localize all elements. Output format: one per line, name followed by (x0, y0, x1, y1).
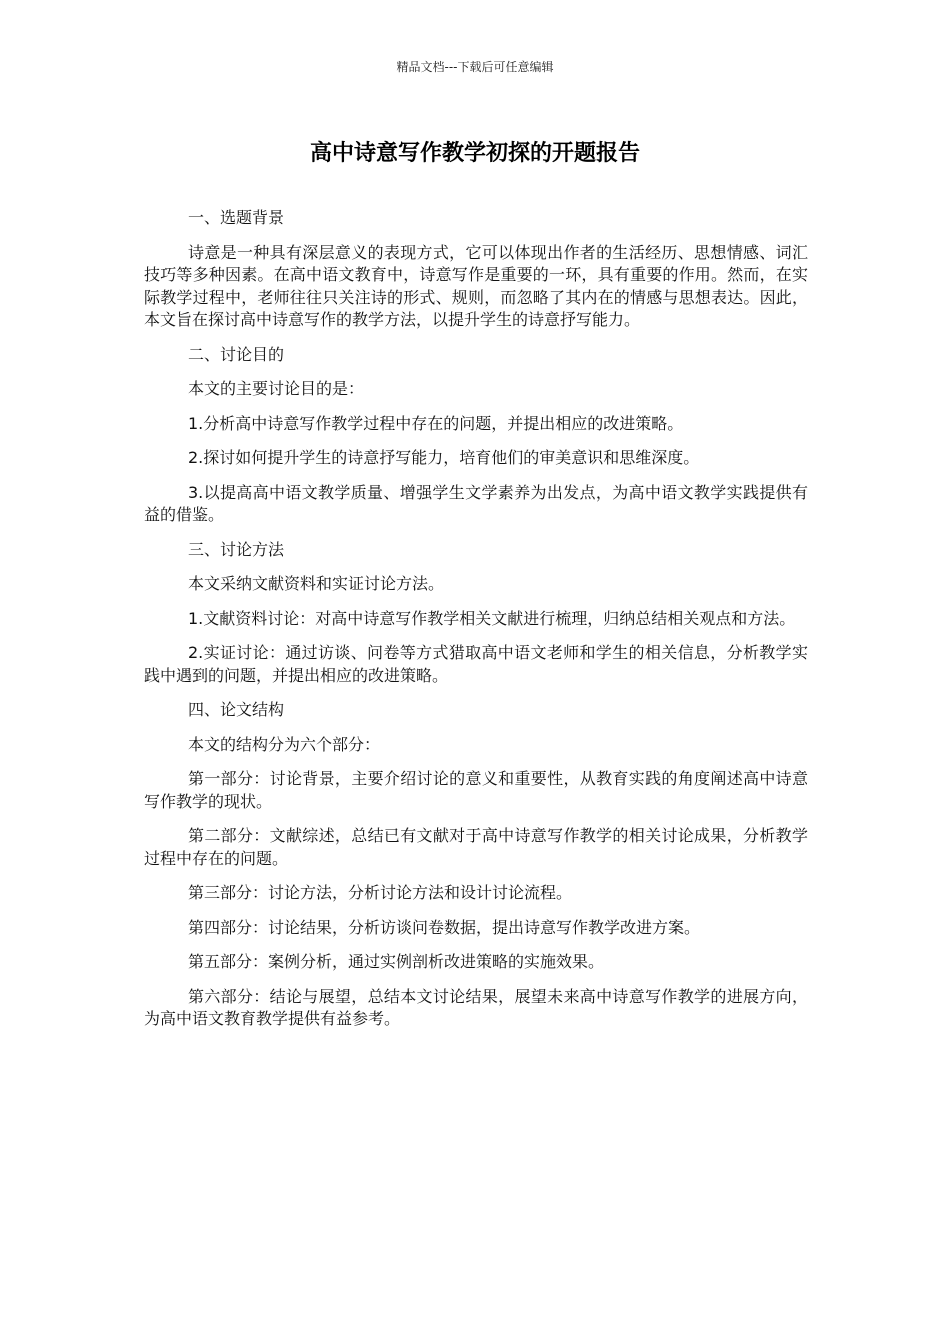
paragraph-background: 诗意是一种具有深层意义的表现方式，它可以体现出作者的生活经历、思想情感、词汇技巧等多种因素。在高中语文教育中，诗意写作是重要的一环，具有重要的作用。然而，在实际教学过程中，老师往往只关注诗的形式、规则，而忽略了其内在的情感与思想表达。因此，本文旨在探讨高中诗意写作的教学方法，以提升学生的诗意抒写能力。 (144, 242, 808, 329)
structure-part-1: 第一部分：讨论背景，主要介绍讨论的意义和重要性，从教育实践的角度阐述高中诗意写作教学的现状。 (144, 769, 808, 811)
method-item-2: 2.实证讨论：通过访谈、问卷等方式猎取高中语文老师和学生的相关信息，分析教学实践中遇到的问题，并提出相应的改进策略。 (144, 643, 808, 685)
structure-part-5: 第五部分：案例分析，通过实例剖析改进策略的实施效果。 (188, 952, 605, 971)
structure-part-3: 第三部分：讨论方法，分析讨论方法和设计讨论流程。 (188, 883, 573, 902)
structure-part-4: 第四部分：讨论结果，分析访谈问卷数据，提出诗意写作教学改进方案。 (188, 917, 701, 937)
section-heading-structure: 四、论文结构 (188, 700, 285, 719)
paragraph-structure-intro: 本文的结构分为六个部分： (188, 734, 381, 754)
section-heading-purpose: 二、讨论目的 (188, 344, 285, 364)
paragraph-purpose-intro: 本文的主要讨论目的是： (188, 379, 365, 398)
document-body (144, 207, 808, 1043)
method-item-1: 1.文献资料讨论：对高中诗意写作教学相关文献进行梳理，归纳总结相关观点和方法。 (188, 608, 796, 628)
purpose-item-1: 1.分析高中诗意写作教学过程中存在的问题，并提出相应的改进策略。 (188, 413, 684, 433)
structure-part-2: 第二部分：文献综述，总结已有文献对于高中诗意写作教学的相关讨论成果，分析教学过程中存在的问题。 (144, 826, 808, 868)
purpose-item-2: 2.探讨如何提升学生的诗意抒写能力，培育他们的审美意识和思维深度。 (188, 448, 700, 467)
page-header-note: 精品文档---下载后可任意编辑 (396, 60, 554, 74)
paragraph-method-intro: 本文采纳文献资料和实证讨论方法。 (188, 574, 445, 593)
structure-part-6: 第六部分：结论与展望，总结本文讨论结果，展望未来高中诗意写作教学的进展方向，为高中语文教育教学提供有益参考。 (144, 986, 808, 1028)
purpose-item-3: 3.以提高高中语文教学质量、增强学生文学素养为出发点，为高中语文教学实践提供有益的借鉴。 (144, 482, 808, 524)
section-heading-background: 一、选题背景 (188, 208, 285, 227)
section-heading-method: 三、讨论方法 (188, 539, 285, 559)
document-title: 高中诗意写作教学初探的开题报告 (309, 141, 640, 166)
